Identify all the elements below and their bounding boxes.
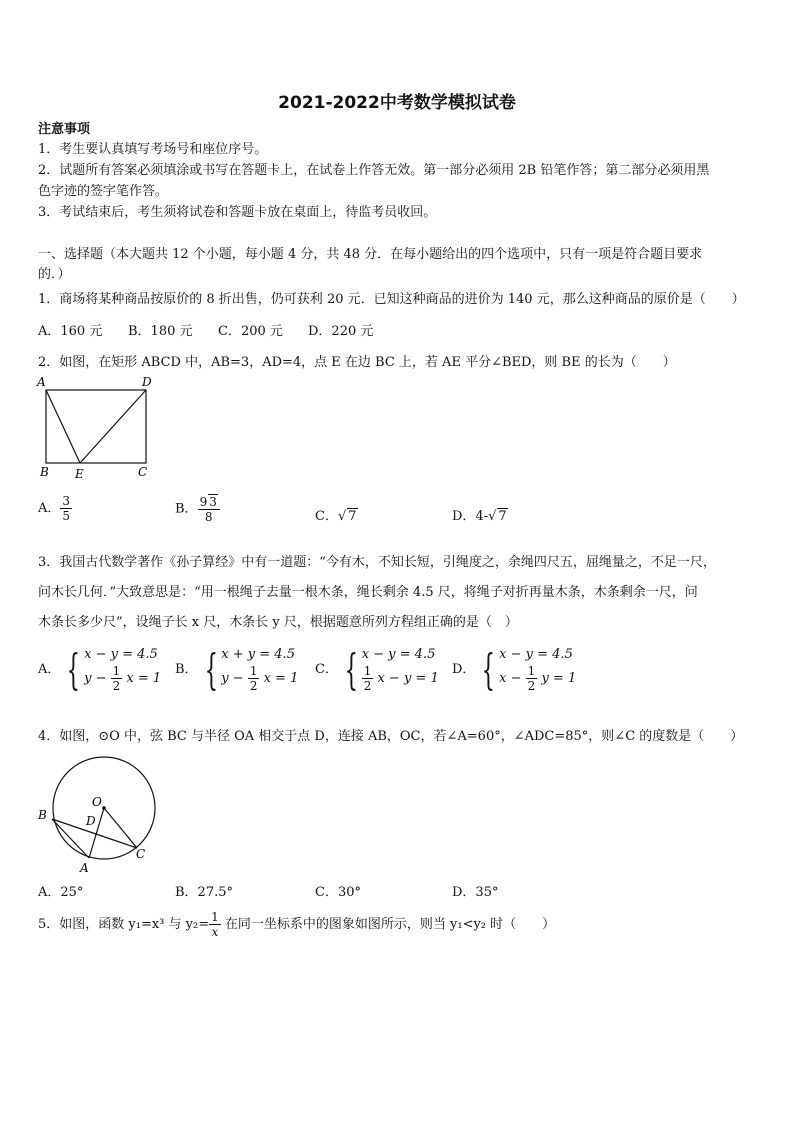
q1-option-a: A．160 元 (38, 324, 103, 339)
q3-option-d: D． { x − y = 4.5 x − $\frac{1}{2}$ y = 1 (452, 644, 577, 694)
notice-item: 3．考试结束后，考生须将试卷和答题卡放在桌面上，待监考员收回。 (38, 205, 437, 220)
label-a: A (37, 375, 46, 389)
notice-item: 1．考生要认真填写考场号和座位序号。 (38, 142, 268, 157)
q1-option-d: D．220 元 (308, 324, 374, 339)
question-5-stem: 5．如图，函数 y₁=x³ 与 y₂= $\frac{1}{x}$ 在同一坐标系中的图象如图所示，则当 y₁<y₂ 时（ ） (38, 910, 556, 939)
q1-option-b: B．180 元 (128, 324, 193, 339)
circle-figure (34, 752, 164, 877)
q2-option-c: C．√ 7 (315, 509, 357, 524)
q2-option-d: D．4-√ 7 (452, 509, 507, 524)
q2-option-b: B． $\frac{9 3}{8}$ (175, 494, 220, 524)
question-2-stem: 2．如图，在矩形 ABCD 中，AB=3，AD=4，点 E 在边 BC 上，若 AE 平分∠BED，则 BE 的长为（ ） (38, 355, 676, 370)
label-b: B (38, 808, 47, 822)
label-d: D (86, 814, 96, 828)
page-title: 2021-2022中考数学模拟试卷 (278, 93, 516, 113)
label-o: O (92, 795, 102, 809)
question-3-line: 3．我国古代数学著作《孙子算经》中有一道题：“今有木，不知长短，引绳度之，余绳四尺五，屈绳量之，不足一尺， (38, 555, 716, 570)
label-d: D (142, 375, 152, 389)
q1-option-c: C．200 元 (218, 324, 283, 339)
q3-option-c: C． { x − y = 4.5 $\frac{1}{2}$ x − y = 1 (315, 644, 439, 694)
label-b: B (40, 465, 49, 479)
q4-option-c: C．30° (315, 885, 361, 900)
notice-item: 2．试题所有答案必须填涂或书写在答题卡上，在试卷上作答无效。第一部分必须用 2B 铅笔作答；第二部分必须用黑 (38, 163, 710, 178)
question-3-line: 木条长多少尺”，设绳子长 x 尺，木条长 y 尺，根据题意所列方程组正确的是（ ） (38, 615, 518, 630)
question-1-stem: 1．商场将某种商品按原价的 8 折出售，仍可获利 20 元．已知这种商品的进价为 140 元，那么这种商品的原价是（ ） (38, 292, 745, 307)
notice-item: 色字迹的签字笔作答。 (38, 184, 169, 199)
label-a: A (80, 861, 89, 875)
rectangle-figure (34, 372, 164, 482)
question-4-stem: 4．如图，⊙O 中，弦 BC 与半径 OA 相交于点 D，连接 AB，OC，若∠A=60°，∠ADC=85°，则∠C 的度数是（ ） (38, 729, 744, 744)
section-heading: 一、选择题（本大题共 12 个小题，每小题 4 分，共 48 分．在每小题给出的四个选项中，只有一项是符合题目要求 (38, 247, 703, 262)
question-3-line: 问木长几何．”大致意思是：“用一根绳子去量一根木条，绳长剩余 4.5 尺，将绳子对折再量木条，木条剩余一尺，问 (38, 585, 698, 600)
q4-option-b: B．27.5° (175, 885, 233, 900)
label-c: C (138, 465, 148, 479)
q3-option-b: B． { x + y = 4.5 y − $\frac{1}{2}$ x = 1 (175, 644, 299, 694)
q4-option-a: A．25° (38, 885, 84, 900)
q3-option-a: A． { x − y = 4.5 y − $\frac{1}{2}$ x = 1 (38, 644, 162, 694)
q2-option-a: A． $\frac{3}{5}$ (38, 494, 71, 523)
label-c: C (136, 847, 146, 861)
label-e: E (75, 467, 84, 481)
notice-heading: 注意事项 (38, 122, 91, 137)
section-heading-cont: 的．） (38, 267, 71, 282)
q4-option-d: D．35° (452, 885, 499, 900)
